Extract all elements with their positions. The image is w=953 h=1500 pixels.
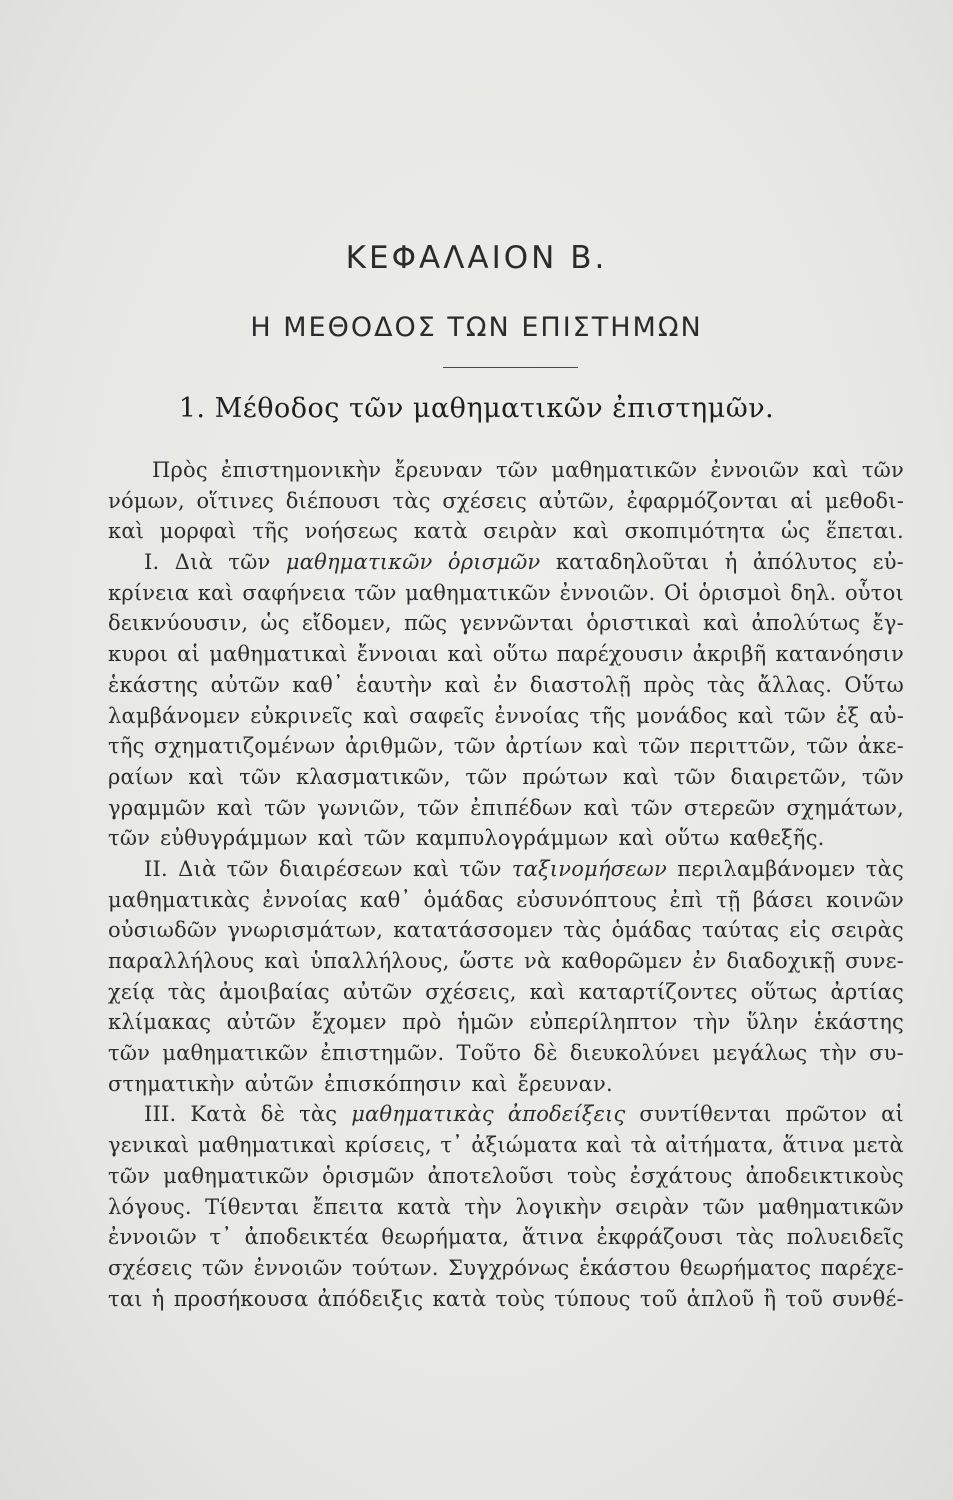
word: οἵτινες xyxy=(196,488,275,513)
text-line xyxy=(108,1192,904,1223)
word: γενικαὶ xyxy=(108,1133,190,1158)
word: τ᾽ xyxy=(209,1225,233,1250)
word: τὰς xyxy=(299,1102,338,1127)
word: σχέσεις xyxy=(442,488,527,513)
word: ταύτας xyxy=(701,918,780,943)
text-line xyxy=(108,455,904,486)
word: αὐτῶν xyxy=(244,1071,315,1096)
word: καὶ xyxy=(412,856,450,881)
word: καὶ xyxy=(447,642,484,667)
word: καὶ xyxy=(572,519,610,544)
word: Τίθενται xyxy=(205,1194,300,1219)
word: τῆς xyxy=(589,703,627,728)
word: ὁρισμῶν xyxy=(447,550,541,575)
word: ἔχομεν xyxy=(311,1010,387,1035)
word: εὐσυνόπτους xyxy=(516,887,658,912)
word: πῶς xyxy=(403,611,448,636)
word: παρέχε- xyxy=(820,1255,904,1280)
word: ἐφαρμόζονται xyxy=(626,488,779,513)
word: Πρὸς xyxy=(152,458,208,482)
text-line xyxy=(108,670,904,701)
word: Κατὰ xyxy=(190,1102,247,1127)
word: ἑαυτὴν xyxy=(355,672,433,697)
word: αὐτῶν, xyxy=(538,488,615,513)
word: στερεῶν xyxy=(684,795,776,820)
word: τὴν xyxy=(464,1194,502,1219)
word: ἑκάστου xyxy=(578,1255,671,1280)
word: ἡ xyxy=(151,1286,165,1311)
word: κατὰ xyxy=(432,1286,487,1311)
word: ὁρισμῶν xyxy=(322,1163,415,1188)
word: μαθηματικῶν xyxy=(405,580,552,605)
word: τῶν xyxy=(226,856,269,881)
word: καθορῶμεν xyxy=(561,949,683,973)
word: I. xyxy=(144,550,160,575)
text-line xyxy=(108,885,904,916)
word: αἱ xyxy=(790,488,814,513)
word: καὶ xyxy=(622,764,659,789)
word: καὶ xyxy=(216,795,253,820)
word: μαθηματικῶν xyxy=(285,550,433,575)
word: περιλαμβάνομεν xyxy=(677,856,856,881)
word: διαδοχικῇ xyxy=(726,949,836,973)
word: λαμβάνομεν xyxy=(108,703,241,728)
word: καὶ xyxy=(108,519,145,544)
word: ἀποτελοῦσι xyxy=(427,1163,555,1188)
text-line xyxy=(108,547,904,578)
chapter-label: ΚΕΦΑΛΑΙΟΝ Β. xyxy=(345,240,608,276)
word: τῶν xyxy=(363,826,406,851)
word: τὴν xyxy=(819,1041,857,1066)
word: βάσει xyxy=(752,887,814,912)
word: αἱ xyxy=(177,642,201,667)
word: ἐννοιῶν xyxy=(108,1225,197,1250)
word: ἐννοιῶν. xyxy=(559,580,656,605)
word: τοῦ xyxy=(639,1286,678,1311)
word: τῶν xyxy=(638,734,681,759)
title-rule xyxy=(443,367,578,368)
word: μαθηματικῶν xyxy=(163,1163,310,1188)
word: λόγους. xyxy=(108,1194,192,1219)
text-line xyxy=(108,977,904,1008)
word: τὰς xyxy=(563,918,602,943)
word: ἔννοιαι xyxy=(356,642,439,667)
word: καθ᾽ xyxy=(359,887,412,912)
text-line xyxy=(108,793,904,824)
word: ὁρισμοὶ xyxy=(698,580,782,605)
word: ἔρευναν xyxy=(394,458,483,482)
word: μαθηματικὰς xyxy=(108,887,251,912)
word: καταδηλοῦται xyxy=(555,550,710,575)
word: τῶν xyxy=(806,734,849,759)
word: κρίνεια xyxy=(108,580,190,605)
word: καὶ xyxy=(812,458,849,482)
word: τὴν xyxy=(692,1010,731,1035)
word: μαθηματικαὶ xyxy=(209,642,348,667)
text-line xyxy=(108,1222,904,1253)
word: Οἱ xyxy=(663,580,690,605)
word: καὶ xyxy=(363,703,400,728)
word: ὁμάδας xyxy=(611,918,692,943)
text-line xyxy=(108,1099,904,1130)
word: οὐσιωδῶν xyxy=(108,918,218,943)
text-line xyxy=(108,854,904,885)
word: θεωρήματα, xyxy=(381,1225,510,1250)
word: τοὺς xyxy=(567,1163,617,1188)
word: παρέχουσιν xyxy=(556,642,684,667)
text-line xyxy=(108,915,904,946)
word: καὶ xyxy=(586,1133,623,1158)
word: αὐτῶν xyxy=(226,1010,297,1035)
word: γεννῶνται xyxy=(459,611,575,636)
word: ἐν xyxy=(493,672,518,697)
word: καὶ xyxy=(188,764,225,789)
word: καθ᾽ xyxy=(292,672,344,697)
word: τ᾽ xyxy=(440,1133,463,1158)
word: ὁμάδας xyxy=(423,887,504,912)
word: τὰς xyxy=(706,672,746,697)
word: ἐξ xyxy=(836,703,860,728)
word: ἀποδείξεις xyxy=(507,1102,626,1127)
word: ἀμοιβαίας xyxy=(218,979,330,1004)
word: σαφήνεια xyxy=(242,580,346,605)
word: ἡμῶν xyxy=(457,1010,514,1035)
word: σειρὰς xyxy=(830,918,904,943)
word: προσήκουσα xyxy=(173,1286,309,1311)
word: ἅτινα xyxy=(521,1225,584,1250)
word: ἀξιώματα xyxy=(471,1133,578,1158)
word: ἐπὶ xyxy=(669,887,704,912)
word: καὶ xyxy=(737,703,774,728)
word: αὐτῶν xyxy=(342,979,413,1004)
word: τοὺς xyxy=(495,1286,546,1311)
word: κατὰ xyxy=(413,519,468,544)
word: ἑκάστης xyxy=(108,672,199,697)
word: πρὸς xyxy=(643,672,695,697)
word: σχέσεις, xyxy=(425,979,517,1004)
text-line xyxy=(108,578,904,609)
word: τῆς xyxy=(252,519,289,544)
word: ἔγ- xyxy=(872,611,904,636)
word: ἀκριβῆ xyxy=(692,642,767,667)
word: τὰς xyxy=(736,1225,775,1250)
word: οὕτως xyxy=(750,979,818,1004)
word: σκοπιμότητα xyxy=(624,519,766,544)
word: ἐννοιῶν xyxy=(710,458,800,482)
word: ἐκφράζουσι xyxy=(596,1225,724,1250)
word: γνωρισμάτων, xyxy=(227,918,384,943)
word: ὑπαλλήλους, xyxy=(310,949,450,973)
word: μαθηματικῶν xyxy=(758,1194,904,1219)
word: II. xyxy=(144,856,168,881)
word: κυροι xyxy=(108,642,169,667)
word: ἅτινα xyxy=(782,1133,845,1158)
word: III. xyxy=(144,1102,177,1127)
word: κλίμακας xyxy=(108,1010,212,1035)
word: εἴδομεν, xyxy=(301,611,392,636)
body-text xyxy=(108,455,904,1314)
word: στηματικὴν xyxy=(108,1071,235,1096)
word: ἐννοιῶν xyxy=(253,1255,343,1280)
word: οὗτοι xyxy=(844,580,904,605)
word: αὐτῶν xyxy=(210,672,281,697)
word: κρίσεις, xyxy=(344,1133,432,1158)
word: ἐπισκόπησιν xyxy=(324,1071,462,1096)
text-line xyxy=(108,823,904,854)
word: εἰς xyxy=(789,918,821,943)
word: τῶν xyxy=(108,1163,151,1188)
word: τῶν xyxy=(354,580,397,605)
word: πρώτων xyxy=(522,764,609,789)
word: ἀκε- xyxy=(857,734,904,759)
word: ἐσχάτους xyxy=(629,1163,733,1188)
word: κατανόησιν xyxy=(775,642,904,667)
word: ἐπιστημῶν. xyxy=(320,1041,445,1066)
word: συ- xyxy=(869,1041,904,1066)
text-line xyxy=(108,731,904,762)
text-line xyxy=(108,1007,904,1038)
word: σχηματιζομένων xyxy=(154,734,336,759)
text-line xyxy=(108,1038,904,1069)
word: καὶ xyxy=(317,826,354,851)
text-line xyxy=(108,1130,904,1161)
word: συνε- xyxy=(845,949,904,973)
word: δηλ. xyxy=(790,580,837,605)
word: τῶν xyxy=(202,1255,245,1280)
word: ἄλλας. xyxy=(757,672,833,697)
word: διέπουσι xyxy=(285,488,381,513)
word: ἀπόλυτος xyxy=(752,550,858,575)
word: διαιρετῶν, xyxy=(730,764,848,789)
word: ραίων xyxy=(108,764,174,789)
word: τύπους xyxy=(554,1286,631,1311)
text-line xyxy=(108,486,904,517)
word: Συγχρόνως xyxy=(448,1255,570,1280)
word: τῶν xyxy=(495,458,539,482)
word: μαθηματικὰς xyxy=(351,1102,494,1127)
word: καθεξῆς. xyxy=(729,826,825,851)
word: μονάδος xyxy=(636,703,728,728)
word: ὥστε xyxy=(459,949,515,973)
word: ἑκάστης xyxy=(813,1010,904,1035)
word: σχημάτων, xyxy=(786,795,904,820)
word: συνθέ- xyxy=(832,1286,904,1311)
word: τῶν xyxy=(783,703,827,728)
word: τῶν xyxy=(861,764,904,789)
word: αἰτήματα, xyxy=(665,1133,774,1158)
word: οὕτω xyxy=(492,642,548,667)
word: περιττῶν, xyxy=(689,734,797,759)
text-line xyxy=(108,639,904,670)
word: γωνιῶν, xyxy=(317,795,406,820)
word: νὰ xyxy=(523,949,552,973)
word: καὶ xyxy=(703,611,740,636)
word: ὕλην xyxy=(745,1010,799,1035)
word: νοήσεως xyxy=(304,519,399,544)
word: γραμμῶν xyxy=(108,795,206,820)
word: μεγάλως xyxy=(712,1041,808,1066)
word: τῶν xyxy=(861,458,904,482)
word: πρὸ xyxy=(402,1010,442,1035)
word: κοινῶν xyxy=(826,887,904,912)
word: ἐννοίας xyxy=(262,887,348,912)
word: τοῦ xyxy=(785,1286,824,1311)
word: τὰς xyxy=(865,856,904,881)
word: καμπυλογράμμων xyxy=(415,826,609,851)
word: τῶν xyxy=(228,550,271,575)
word: ἕπεται. xyxy=(825,519,904,544)
word: μεθοδι- xyxy=(824,488,904,513)
word: ὁριστικαὶ xyxy=(586,611,692,636)
word: τῶν xyxy=(108,826,151,851)
word: καὶ xyxy=(583,795,620,820)
text-line xyxy=(108,1161,904,1192)
text-line xyxy=(108,1284,904,1315)
word: Διὰ xyxy=(178,856,217,881)
word: διαστολῇ xyxy=(529,672,631,697)
word: τῶν xyxy=(108,1041,151,1066)
word: μαθηματικῶν xyxy=(551,458,698,482)
word: δὲ xyxy=(260,1102,286,1127)
word: ἀριθμῶν, xyxy=(345,734,445,759)
word: τῶν xyxy=(264,795,307,820)
text-line xyxy=(108,762,904,793)
word: τῶν xyxy=(239,764,282,789)
word: συντίθενται xyxy=(639,1102,772,1127)
word: ἐν xyxy=(692,949,717,973)
word: καὶ xyxy=(264,949,301,973)
word: ἐπιστημονικὴν xyxy=(221,458,382,482)
word: ἔπειτα xyxy=(312,1194,384,1219)
word: εὐ- xyxy=(872,550,904,575)
word: τῶν xyxy=(673,764,716,789)
word: κατατάσσομεν xyxy=(393,918,554,943)
word: πολυειδεῖς xyxy=(786,1225,904,1250)
text-line xyxy=(108,1253,904,1284)
text-line xyxy=(108,701,904,732)
word: ἡ xyxy=(724,550,738,575)
word: Διὰ xyxy=(174,550,213,575)
word: τῶν xyxy=(702,1194,745,1219)
word: ἐννοίας xyxy=(494,703,580,728)
word: τῶν xyxy=(465,764,508,789)
word: σειρὰν xyxy=(483,519,558,544)
word: τῶν xyxy=(630,795,673,820)
section-heading: 1. Μέθοδος τῶν μαθηματικῶν ἐπιστημῶν. xyxy=(178,393,775,424)
word: ὡς xyxy=(780,519,811,544)
word: παραλλήλους xyxy=(108,949,255,973)
word: ἁπλοῦ xyxy=(686,1286,755,1311)
word: τὰς xyxy=(392,488,431,513)
word: δεικνύουσιν, xyxy=(108,611,249,636)
word: κατὰ xyxy=(397,1194,452,1219)
word: λογικὴν xyxy=(515,1194,602,1219)
word: ἀποδεικτικοὺς xyxy=(745,1163,904,1188)
word: τὰς xyxy=(167,979,206,1004)
chapter-title: Η ΜΕΘΟΔΟΣ ΤΩΝ ΕΠΙΣΤΗΜΩΝ xyxy=(250,312,703,343)
word: καταρτίζοντες xyxy=(578,979,738,1004)
word: ἀρτίας xyxy=(830,979,904,1004)
word: τῶν xyxy=(453,734,496,759)
word: ἀπολύτως xyxy=(751,611,861,636)
word: Τοῦτο xyxy=(456,1041,522,1066)
word: μαθηματικῶν xyxy=(162,1041,309,1066)
text-line xyxy=(108,1069,904,1100)
word: ἢ xyxy=(763,1286,777,1311)
word: κλασματικῶν, xyxy=(295,764,451,789)
word: ἐπιπέδων xyxy=(470,795,573,820)
word: αἱ xyxy=(881,1102,904,1127)
word: μαθηματικαὶ xyxy=(197,1133,337,1158)
word: ται xyxy=(108,1286,143,1311)
word: δὲ xyxy=(533,1041,558,1066)
word: τῆς xyxy=(108,734,145,759)
word: τῇ xyxy=(715,887,741,912)
text-line xyxy=(108,608,904,639)
word: χείᾳ xyxy=(108,979,155,1004)
word: Οὕτω xyxy=(844,672,904,697)
word: εὐκρινεῖς xyxy=(250,703,353,728)
word: νόμων, xyxy=(108,488,185,513)
word: διαιρέσεων xyxy=(279,856,403,881)
word: τὰ xyxy=(630,1133,657,1158)
word: σχέσεις xyxy=(108,1255,193,1280)
word: ὡς xyxy=(260,611,290,636)
word: μετὰ xyxy=(852,1133,904,1158)
word: τούτων. xyxy=(352,1255,439,1280)
word: τῶν xyxy=(417,795,460,820)
word: οὕτω xyxy=(664,826,720,851)
word: ἔρευναν. xyxy=(517,1071,613,1096)
word: εὐπερίληπτον xyxy=(529,1010,678,1035)
word: ἀρτίων xyxy=(505,734,583,759)
word: διευκολύνει xyxy=(569,1041,701,1066)
word: καὶ xyxy=(529,979,566,1004)
word: τῶν xyxy=(459,856,502,881)
word: καὶ xyxy=(618,826,655,851)
word: ἀποδεικτέα xyxy=(244,1225,369,1250)
word: εὐθυγράμμων xyxy=(160,826,308,851)
word: ἀπόδειξις xyxy=(317,1286,424,1311)
text-line xyxy=(108,516,904,547)
word: καὶ xyxy=(444,672,481,697)
word: καὶ xyxy=(592,734,629,759)
word: σαφεῖς xyxy=(409,703,485,728)
word: ταξινομήσεων xyxy=(511,856,667,881)
word: σειρὰν xyxy=(615,1194,690,1219)
word: καὶ xyxy=(471,1071,508,1096)
word: θεωρήματος xyxy=(679,1255,812,1280)
word: μορφαὶ xyxy=(159,519,237,544)
word: αὐ- xyxy=(869,703,904,728)
text-line xyxy=(108,946,904,977)
word: καὶ xyxy=(197,580,234,605)
word: πρῶτον xyxy=(785,1102,868,1127)
